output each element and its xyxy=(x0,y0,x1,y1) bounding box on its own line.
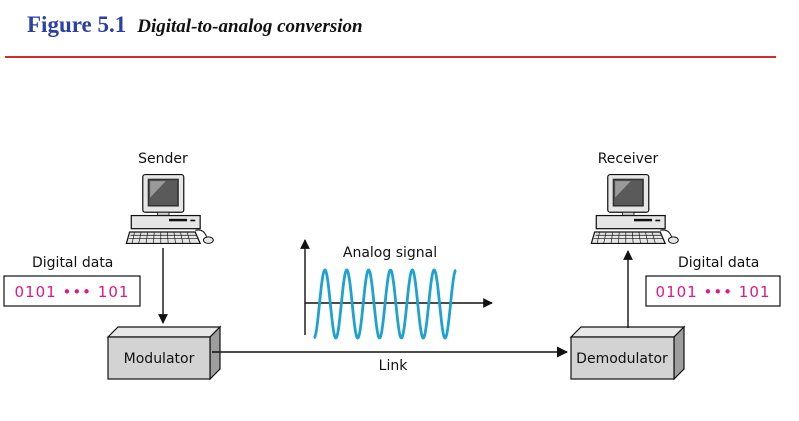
demodulator-label: Demodulator xyxy=(576,351,668,367)
receiver-label: Receiver xyxy=(597,151,659,167)
sender-data-bits: 0101 ••• 101 xyxy=(14,283,130,301)
figure-title: Digital-to-analog conversion xyxy=(137,16,363,37)
receiver-data-label: Digital data xyxy=(678,255,760,271)
sender-data-label: Digital data xyxy=(32,255,114,271)
analog-signal-label: Analog signal xyxy=(342,245,438,261)
receiver-computer-icon xyxy=(591,175,678,244)
figure-number: Figure 5.1 xyxy=(27,12,127,37)
receiver-data-bits: 0101 ••• 101 xyxy=(655,283,771,301)
sender-computer-icon xyxy=(126,175,213,244)
analog-waveform xyxy=(314,270,456,338)
sender-label: Sender xyxy=(138,151,188,167)
modulator-label: Modulator xyxy=(123,351,195,367)
link-label: Link xyxy=(378,358,408,374)
